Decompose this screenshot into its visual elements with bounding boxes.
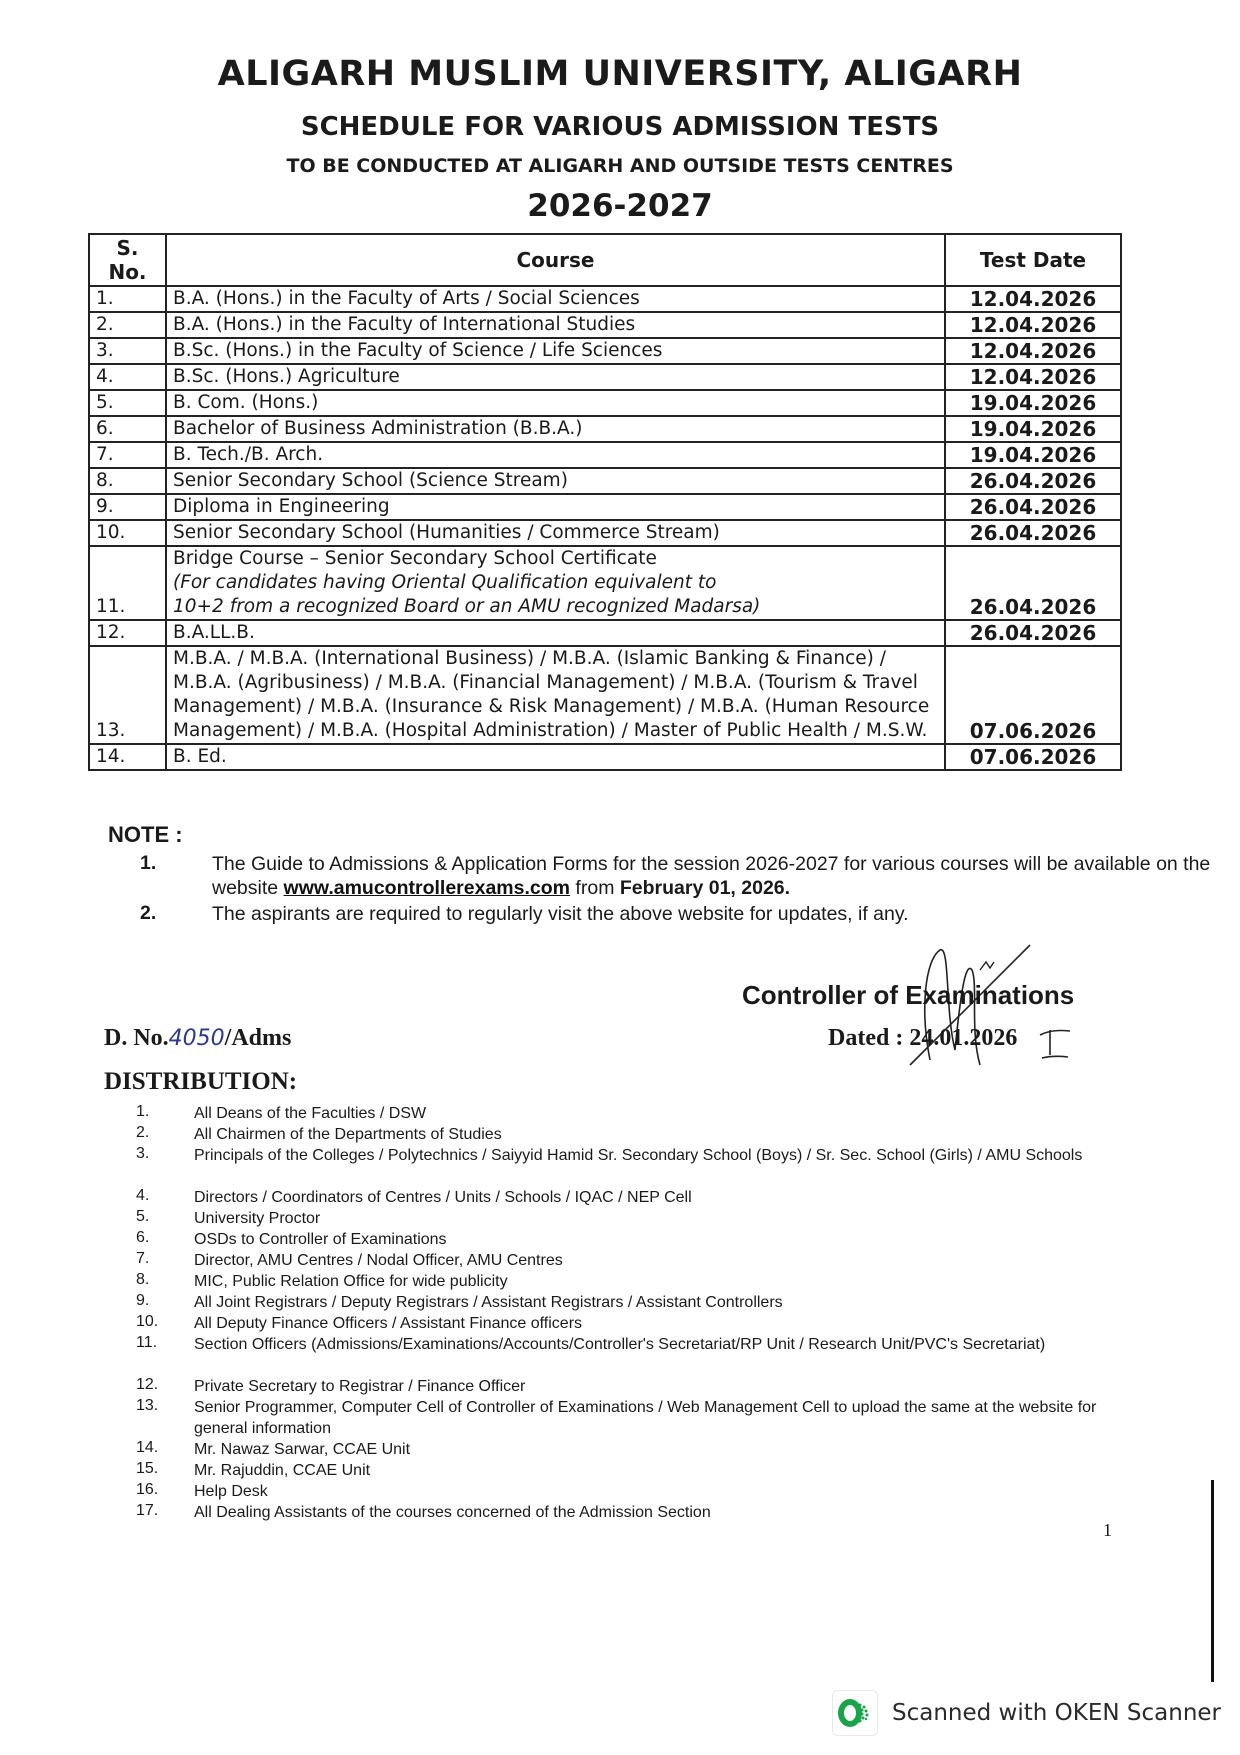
table-row	[89, 390, 1121, 416]
distribution-text: Mr. Rajuddin, CCAE Unit	[194, 1462, 371, 1479]
cell-sno: 8.	[89, 468, 166, 494]
course-note: (For candidates having Oriental Qualification equivalent to 10+2 from a recognized Board or an AMU recognized Madarsa)	[173, 572, 761, 617]
signatory-title: Controller of Examinations	[742, 980, 1075, 1010]
table-row	[89, 620, 1121, 646]
cell-sno: 2.	[89, 312, 166, 338]
cell-test-date: 07.06.2026	[945, 646, 1121, 744]
cell-sno: 6.	[89, 416, 166, 442]
distribution-text: All Dealing Assistants of the courses concerned of the Admission Section	[194, 1504, 711, 1521]
course-title: Bridge Course – Senior Secondary School Certificate	[173, 548, 657, 569]
cell-test-date: 26.04.2026	[945, 546, 1121, 620]
cell-sno: 12.	[89, 620, 166, 646]
cell-course: B.Sc. (Hons.) in the Faculty of Science / Life Sciences	[166, 338, 945, 364]
table-row	[89, 416, 1121, 442]
cell-test-date: 19.04.2026	[945, 416, 1121, 442]
distribution-number: 10.	[136, 1313, 159, 1330]
cell-test-date: 26.04.2026	[945, 468, 1121, 494]
distribution-number: 3.	[136, 1145, 150, 1162]
cell-course: B.Sc. (Hons.) Agriculture	[166, 364, 945, 390]
schedule-title: SCHEDULE FOR VARIOUS ADMISSION TESTS	[300, 112, 940, 142]
dispatch-number: D. No.4050/Adms	[104, 1025, 292, 1051]
cell-sno: 1.	[89, 286, 166, 312]
distribution-text: Private Secretary to Registrar / Finance Officer	[194, 1378, 526, 1395]
cell-sno: 10.	[89, 520, 166, 546]
distribution-text: Help Desk	[194, 1483, 268, 1500]
cell-test-date: 12.04.2026	[945, 312, 1121, 338]
handwritten-dispatch-number: 4050	[168, 1026, 225, 1051]
distribution-number: 1.	[136, 1103, 150, 1120]
distribution-number: 9.	[136, 1292, 150, 1309]
cell-test-date: 19.04.2026	[945, 390, 1121, 416]
cell-course	[166, 546, 945, 620]
cell-sno: 14.	[89, 744, 166, 770]
cell-sno: 3.	[89, 338, 166, 364]
cell-test-date: 12.04.2026	[945, 338, 1121, 364]
cell-course: Senior Secondary School (Science Stream)	[166, 468, 945, 494]
cell-course: Diploma in Engineering	[166, 494, 945, 520]
note-text: The Guide to Admissions & Application Forms for the session 2026-2027 for various courses will be available on the website www.amucontrollerexams.com from February 01, 2026.	[212, 853, 1211, 899]
distribution-text: All Deputy Finance Officers / Assistant Finance officers	[194, 1315, 583, 1332]
cell-sno: 13.	[89, 646, 166, 744]
cell-sno: 7.	[89, 442, 166, 468]
distribution-text: Senior Programmer, Computer Cell of Controller of Examinations / Web Management Cell to upload the same at the website for general information	[194, 1399, 1097, 1437]
distribution-text: All Chairmen of the Departments of Studies	[194, 1126, 502, 1143]
note-text: The aspirants are required to regularly visit the above website for updates, if any.	[212, 903, 909, 925]
note-number: 2.	[140, 902, 157, 924]
cell-test-date: 12.04.2026	[945, 364, 1121, 390]
distribution-text: OSDs to Controller of Examinations	[194, 1231, 447, 1248]
distribution-number: 12.	[136, 1376, 159, 1393]
distribution-text: MIC, Public Relation Office for wide publicity	[194, 1273, 508, 1290]
note-number: 1.	[140, 852, 157, 874]
note-heading: NOTE :	[108, 822, 183, 847]
admission-test-schedule-table	[88, 233, 1122, 771]
table-row	[89, 546, 1121, 620]
cell-sno: 11.	[89, 546, 166, 620]
distribution-number: 5.	[136, 1208, 150, 1225]
table-row	[89, 744, 1121, 770]
distribution-number: 7.	[136, 1250, 150, 1267]
table-row	[89, 646, 1121, 744]
column-header-test-date: Test Date	[945, 234, 1121, 286]
distribution-number: 4.	[136, 1187, 150, 1204]
distribution-text: University Proctor	[194, 1210, 321, 1227]
table-row	[89, 442, 1121, 468]
column-header-sno: S. No.	[89, 234, 166, 286]
distribution-heading: DISTRIBUTION:	[104, 1068, 298, 1095]
cell-course: B.A. (Hons.) in the Faculty of Arts / Social Sciences	[166, 286, 945, 312]
table-row	[89, 364, 1121, 390]
table-row	[89, 338, 1121, 364]
session-year: 2026-2027	[527, 188, 713, 224]
table-header-row	[89, 234, 1121, 286]
cell-test-date: 26.04.2026	[945, 520, 1121, 546]
distribution-text: Mr. Nawaz Sarwar, CCAE Unit	[194, 1441, 411, 1458]
distribution-number: 11.	[136, 1334, 158, 1351]
distribution-number: 15.	[136, 1460, 159, 1477]
table-row	[89, 520, 1121, 546]
distribution-number: 13.	[136, 1397, 159, 1414]
distribution-number: 16.	[136, 1481, 159, 1498]
cell-course: B. Com. (Hons.)	[166, 390, 945, 416]
cell-sno: 4.	[89, 364, 166, 390]
schedule-subtitle: TO BE CONDUCTED AT ALIGARH AND OUTSIDE TESTS CENTRES	[286, 155, 954, 177]
availability-date: February 01, 2026.	[619, 877, 791, 899]
dated-value: 24.01.2026	[909, 1025, 1018, 1051]
distribution-number: 8.	[136, 1271, 150, 1288]
institution-title: ALIGARH MUSLIM UNIVERSITY, ALIGARH	[217, 54, 1023, 94]
page-number: 1	[1103, 1520, 1112, 1540]
cell-course: B.A.LL.B.	[166, 620, 945, 646]
cell-course: M.B.A. / M.B.A. (International Business) / M.B.A. (Islamic Banking & Finance) / M.B.A. (Agribusiness) / M.B.A. (Financial Management) / M.B.A. (Tourism & Travel Management) / M.B.A. (Insurance & Risk Management) / M.B.A. (Human Resource Management) / M.B.A. (Hospital Administration) / Master of Public Health / M.S.W.	[166, 646, 945, 744]
table-row	[89, 286, 1121, 312]
scan-edge-line	[1211, 1480, 1214, 1682]
cell-test-date: 26.04.2026	[945, 494, 1121, 520]
cell-sno: 9.	[89, 494, 166, 520]
cell-test-date: 12.04.2026	[945, 286, 1121, 312]
cell-test-date: 19.04.2026	[945, 442, 1121, 468]
distribution-number: 6.	[136, 1229, 150, 1246]
cell-course: B. Ed.	[166, 744, 945, 770]
distribution-number: 17.	[136, 1502, 159, 1519]
distribution-text: Director, AMU Centres / Nodal Officer, AMU Centres	[194, 1252, 563, 1269]
oken-scanner-logo-icon	[832, 1690, 878, 1736]
distribution-text: All Joint Registrars / Deputy Registrars / Assistant Registrars / Assistant Controllers	[194, 1294, 783, 1311]
cell-course: Senior Secondary School (Humanities / Commerce Stream)	[166, 520, 945, 546]
scanner-watermark	[832, 1690, 1221, 1736]
cell-test-date: 07.06.2026	[945, 744, 1121, 770]
distribution-text: All Deans of the Faculties / DSW	[194, 1105, 427, 1122]
column-header-course: Course	[166, 234, 945, 286]
table-row	[89, 312, 1121, 338]
cell-course: B. Tech./B. Arch.	[166, 442, 945, 468]
cell-course: Bachelor of Business Administration (B.B.A.)	[166, 416, 945, 442]
website-link[interactable]: www.amucontrollerexams.com	[283, 877, 571, 899]
table-row	[89, 468, 1121, 494]
distribution-text: Directors / Coordinators of Centres / Units / Schools / IQAC / NEP Cell	[194, 1189, 692, 1206]
table-row	[89, 494, 1121, 520]
scanner-label: Scanned with OKEN Scanner	[892, 1700, 1221, 1726]
cell-sno: 5.	[89, 390, 166, 416]
distribution-text: Section Officers (Admissions/Examinations/Accounts/Controller's Secretariat/RP Unit / Research Unit/PVC's Secretariat)	[194, 1336, 1046, 1353]
dated-label: Dated :	[828, 1025, 904, 1051]
cell-course: B.A. (Hons.) in the Faculty of International Studies	[166, 312, 945, 338]
distribution-number: 2.	[136, 1124, 150, 1141]
dated-line	[828, 1025, 1017, 1052]
cell-test-date: 26.04.2026	[945, 620, 1121, 646]
distribution-text: Principals of the Colleges / Polytechnics / Saiyyid Hamid Sr. Secondary School (Boys) / Sr. Sec. School (Girls) / AMU Schools	[194, 1147, 1083, 1164]
distribution-number: 14.	[136, 1439, 159, 1456]
